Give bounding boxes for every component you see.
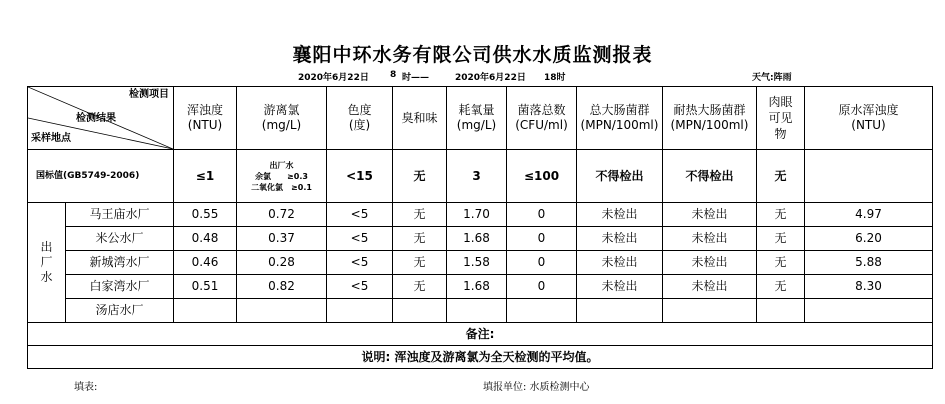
site-name: 马王庙水厂 <box>66 203 174 227</box>
visible-value: 无 <box>757 251 805 275</box>
oxygen-value: 1.70 <box>447 203 507 227</box>
chlorine-value: 0.82 <box>237 275 327 299</box>
reporting-unit: 填报单位: 水质检测中心 <box>483 382 590 393</box>
coliform-value: 未检出 <box>577 251 663 275</box>
table-row <box>28 299 933 323</box>
std-colony: ≤100 <box>507 150 577 203</box>
table-row <box>28 251 933 275</box>
note-text: 说明: 浑浊度及游离氯为全天检测的平均值。 <box>28 346 933 369</box>
col-free-chlorine: 游离氯 (mg/L) <box>237 87 327 150</box>
std-oxygen: 3 <box>447 150 507 203</box>
raw-turbidity-value <box>805 299 933 323</box>
col-visible-matter: 肉眼可见物 <box>757 87 805 150</box>
corner-cell <box>28 87 174 150</box>
col-coliform: 总大肠菌群 (MPN/100ml) <box>577 87 663 150</box>
raw-turbidity-value: 5.88 <box>805 251 933 275</box>
start-hour-unit: 时—— <box>402 73 430 83</box>
color-value: <5 <box>327 227 393 251</box>
end-time: 18时 <box>544 73 566 83</box>
visible-value: 无 <box>757 203 805 227</box>
std-free-chlorine: 出厂水 余氯 ≥0.3 二氧化氯 ≥0.1 <box>237 150 327 203</box>
std-turbidity: ≤1 <box>174 150 237 203</box>
table-row <box>28 203 933 227</box>
col-turbidity: 浑浊度 (NTU) <box>174 87 237 150</box>
visible-value <box>757 299 805 323</box>
color-value: <5 <box>327 203 393 227</box>
colony-value: 0 <box>507 203 577 227</box>
odor-value: 无 <box>393 275 447 299</box>
col-odor: 臭和味 <box>393 87 447 150</box>
note-row <box>28 346 933 369</box>
coliform-value <box>577 299 663 323</box>
site-name: 汤店水厂 <box>66 299 174 323</box>
thermo-coliform-value <box>663 299 757 323</box>
turbidity-value <box>174 299 237 323</box>
corner-result-label: 检测结果 <box>76 113 116 124</box>
table-row <box>28 227 933 251</box>
outlet-water-label: 出 厂 水 <box>28 203 66 323</box>
coliform-value: 未检出 <box>577 227 663 251</box>
oxygen-value <box>447 299 507 323</box>
chlorine-value: 0.37 <box>237 227 327 251</box>
table-row <box>28 275 933 299</box>
std-raw-turbidity <box>805 150 933 203</box>
filler-label: 填表: <box>74 382 98 393</box>
oxygen-value: 1.68 <box>447 227 507 251</box>
coliform-value: 未检出 <box>577 203 663 227</box>
report-title: 襄阳中环水务有限公司供水水质监测报表 <box>292 44 653 66</box>
col-oxygen: 耗氧量 (mg/L) <box>447 87 507 150</box>
color-value: <5 <box>327 275 393 299</box>
colony-value: 0 <box>507 227 577 251</box>
header-row <box>28 87 933 150</box>
site-name: 白家湾水厂 <box>66 275 174 299</box>
col-raw-turbidity: 原水浑浊度 (NTU) <box>805 87 933 150</box>
visible-value: 无 <box>757 227 805 251</box>
thermo-coliform-value: 未检出 <box>663 203 757 227</box>
turbidity-value: 0.46 <box>174 251 237 275</box>
site-name: 米公水厂 <box>66 227 174 251</box>
col-thermo-coliform: 耐热大肠菌群 (MPN/100ml) <box>663 87 757 150</box>
thermo-coliform-value: 未检出 <box>663 251 757 275</box>
turbidity-value: 0.48 <box>174 227 237 251</box>
end-date: 2020年6月22日 <box>455 73 526 83</box>
start-hour: 8 <box>390 70 397 80</box>
colony-value: 0 <box>507 251 577 275</box>
col-color: 色度 (度) <box>327 87 393 150</box>
turbidity-value: 0.51 <box>174 275 237 299</box>
color-value: <5 <box>327 251 393 275</box>
coliform-value: 未检出 <box>577 275 663 299</box>
chlorine-value <box>237 299 327 323</box>
remark-row <box>28 323 933 346</box>
odor-value: 无 <box>393 227 447 251</box>
start-date: 2020年6月22日 <box>298 73 369 83</box>
odor-value: 无 <box>393 203 447 227</box>
col-colony: 菌落总数 (CFU/ml) <box>507 87 577 150</box>
odor-value <box>393 299 447 323</box>
raw-turbidity-value: 6.20 <box>805 227 933 251</box>
std-odor: 无 <box>393 150 447 203</box>
turbidity-value: 0.55 <box>174 203 237 227</box>
colony-value <box>507 299 577 323</box>
chlorine-value: 0.28 <box>237 251 327 275</box>
thermo-coliform-value: 未检出 <box>663 275 757 299</box>
site-name: 新城湾水厂 <box>66 251 174 275</box>
weather: 天气:阵雨 <box>752 73 792 83</box>
remark-label: 备注: <box>28 323 933 346</box>
corner-item-label: 检测项目 <box>129 89 169 100</box>
colony-value: 0 <box>507 275 577 299</box>
water-quality-table <box>27 86 933 369</box>
raw-turbidity-value: 8.30 <box>805 275 933 299</box>
raw-turbidity-value: 4.97 <box>805 203 933 227</box>
std-visible: 无 <box>757 150 805 203</box>
color-value <box>327 299 393 323</box>
chlorine-value: 0.72 <box>237 203 327 227</box>
std-color: <15 <box>327 150 393 203</box>
oxygen-value: 1.58 <box>447 251 507 275</box>
oxygen-value: 1.68 <box>447 275 507 299</box>
standard-label: 国标值(GB5749-2006) <box>28 150 174 203</box>
std-coliform: 不得检出 <box>577 150 663 203</box>
date-range-row <box>0 70 945 84</box>
thermo-coliform-value: 未检出 <box>663 227 757 251</box>
standard-row <box>28 150 933 203</box>
odor-value: 无 <box>393 251 447 275</box>
std-thermo-coliform: 不得检出 <box>663 150 757 203</box>
corner-site-label: 采样地点 <box>31 133 71 144</box>
visible-value: 无 <box>757 275 805 299</box>
